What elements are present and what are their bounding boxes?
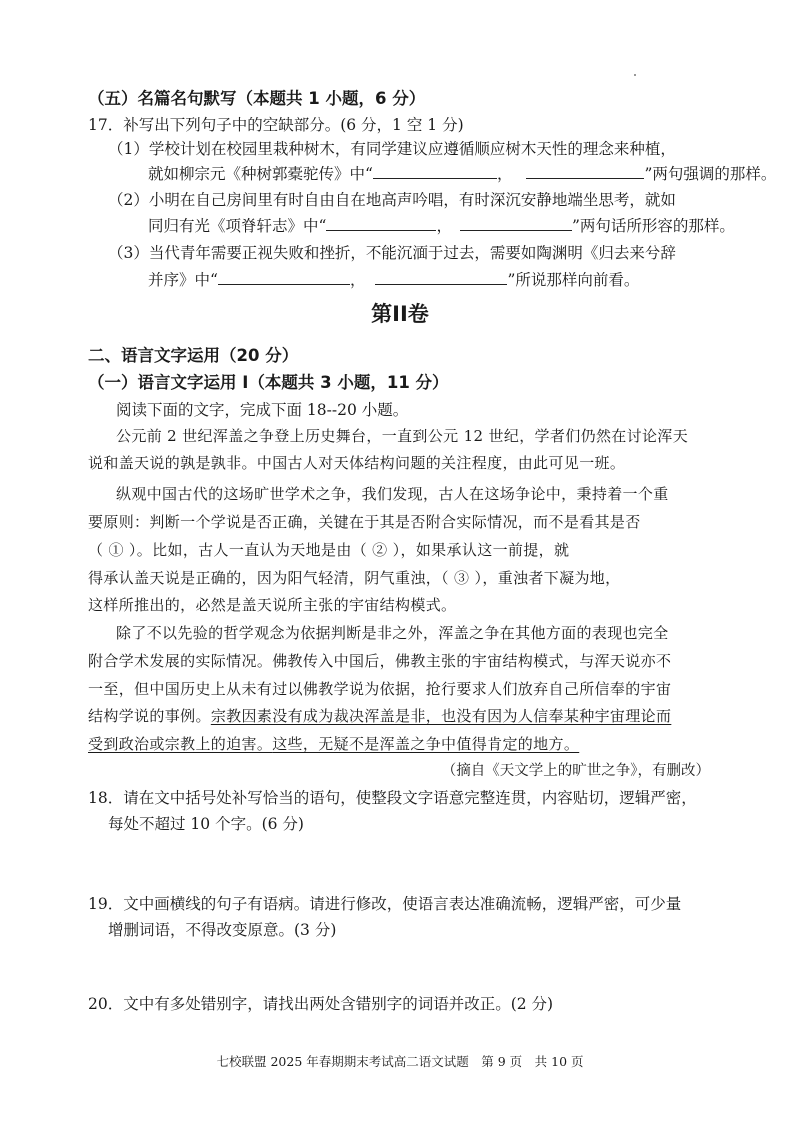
q17-item2-line1 — [108, 189, 676, 211]
volume-title: 第II卷 — [371, 302, 429, 326]
section-heading: （五）名篇名句默写（本题共 1 小题，6 分） — [88, 89, 426, 108]
answer-blank[interactable] — [373, 162, 497, 179]
q17-item3-pre: 并序》中“ — [148, 271, 218, 289]
scan-speck — [634, 74, 636, 76]
question-18-line2: 每处不超过 10 个字。(6 分) — [108, 815, 304, 833]
q17-item1-line2 — [148, 162, 776, 185]
answer-blank[interactable] — [326, 214, 436, 231]
passage-line: 说和盖天说的孰是孰非。中国古人对天体结构问题的关注程度，由此可见一班。 — [88, 454, 626, 472]
question-18-line1: 18．请在文中括号处补写恰当的语句，使整段文字语意完整连贯，内容贴切，逻辑严密， — [88, 789, 697, 807]
passage-line: 纵观中国古代的这场旷世学术之争，我们发现，古人在这场争论中，秉持着一个重 — [116, 485, 669, 503]
passage-line: 附合学术发展的实际情况。佛教传入中国后，佛教主张的宇宙结构模式，与浑天说亦不 — [88, 652, 672, 670]
question-19-line2: 增删词语，不得改变原意。(3 分) — [108, 921, 337, 939]
q17-item1-line1: （1）学校计划在校园里栽种树木，有同学建议应遵循顺应树木天性的理念来种植， — [108, 140, 676, 158]
q17-item2-post: ”两句话所形容的那样。 — [571, 217, 735, 235]
answer-blank[interactable] — [526, 162, 644, 179]
q17-item2-line2 — [148, 214, 735, 237]
passage-line: 要原则：判断一个学说是否正确，关键在于其是否附合实际情况，而不是看其是否 — [88, 513, 641, 531]
underlined-sentence: 这些，无疑不是浑盖之争中值得肯定的地方。 — [272, 735, 580, 753]
page-footer: 七校联盟 2025 年春期期末考试高二语文试题 第 9 页 共 10 页 — [216, 1054, 584, 1069]
comma: ， — [496, 165, 513, 183]
answer-blank[interactable] — [460, 214, 572, 231]
passage-line: 这样所推出的，必然是盖天说所主张的宇宙结构模式。 — [88, 596, 457, 614]
q17-item2-text: 小明在自己房间里有时自由自在地高声吟唱，有时深沉安静地端坐思考，就如 — [148, 191, 676, 209]
passage-line: （ ① ）。比如，古人一直认为天地是由（ ② ），如果承认这一前提，就 — [88, 541, 570, 559]
reading-intro: 阅读下面的文字，完成下面 18--20 小题。 — [116, 401, 409, 419]
passage-line — [88, 705, 671, 727]
passage-line — [88, 733, 579, 755]
underlined-sentence: 受到政治或宗教上的迫害。 — [88, 735, 273, 753]
comma: ， — [436, 217, 452, 235]
q17-item2-pre: 同归有光《项脊轩志》中“ — [148, 217, 327, 235]
answer-blank[interactable] — [375, 268, 507, 285]
passage-line: 得承认盖天说是正确的，因为阳气轻清，阴气重浊，（ ③ ），重浊者下凝为地， — [88, 569, 621, 587]
passage-line: 公元前 2 世纪浑盖之争登上历史舞台，一直到公元 12 世纪，学者们仍然在讨论浑天 — [116, 427, 689, 445]
q17-item3-post: ”所说那样向前看。 — [507, 271, 640, 289]
part2-subheading: （一）语言文字运用 I（本题共 3 小题，11 分） — [88, 373, 449, 392]
passage-line: 除了不以先验的哲学观念为依据判断是非之外，浑盖之争在其他方面的表现也完全 — [116, 624, 669, 642]
q17-item3-line1: （3）当代青年需要正视失败和挫折，不能沉湎于过去，需要如陶渊明《归去来兮辞 — [108, 244, 676, 262]
q17-item2-label: （2） — [108, 191, 149, 209]
passage-line: 一至，但中国历史上从未有过以佛教学说为依据，抢行要求人们放弃自己所信奉的宇宙 — [88, 680, 672, 698]
question-17-stem: 17．补写出下列句子中的空缺部分。(6 分，1 空 1 分) — [88, 116, 464, 134]
question-19-line1: 19．文中画横线的句子有语病。请进行修改，使语言表达准确流畅，逻辑严密，可少量 — [88, 895, 682, 913]
comma: ， — [349, 271, 366, 289]
passage-source: （摘自《天文学上的旷世之争》，有删改） — [441, 763, 710, 779]
q17-item1-post: ”两句强调的那样。 — [644, 165, 777, 183]
passage-text: 结构学说的事例。 — [88, 707, 211, 725]
q17-item1-pre: 就如柳宗元《种树郭橐驼传》中“ — [148, 165, 373, 183]
q17-item3-line2 — [148, 268, 639, 291]
underlined-sentence: 宗教因素没有成为裁决浑盖是非，也没有因为人信奉某种宇宙理论而 — [210, 707, 672, 725]
answer-blank[interactable] — [218, 268, 350, 285]
part2-heading: 二、语言文字运用（20 分） — [88, 346, 299, 365]
question-20: 20．文中有多处错别字，请找出两处含错别字的词语并改正。(2 分) — [88, 995, 554, 1013]
